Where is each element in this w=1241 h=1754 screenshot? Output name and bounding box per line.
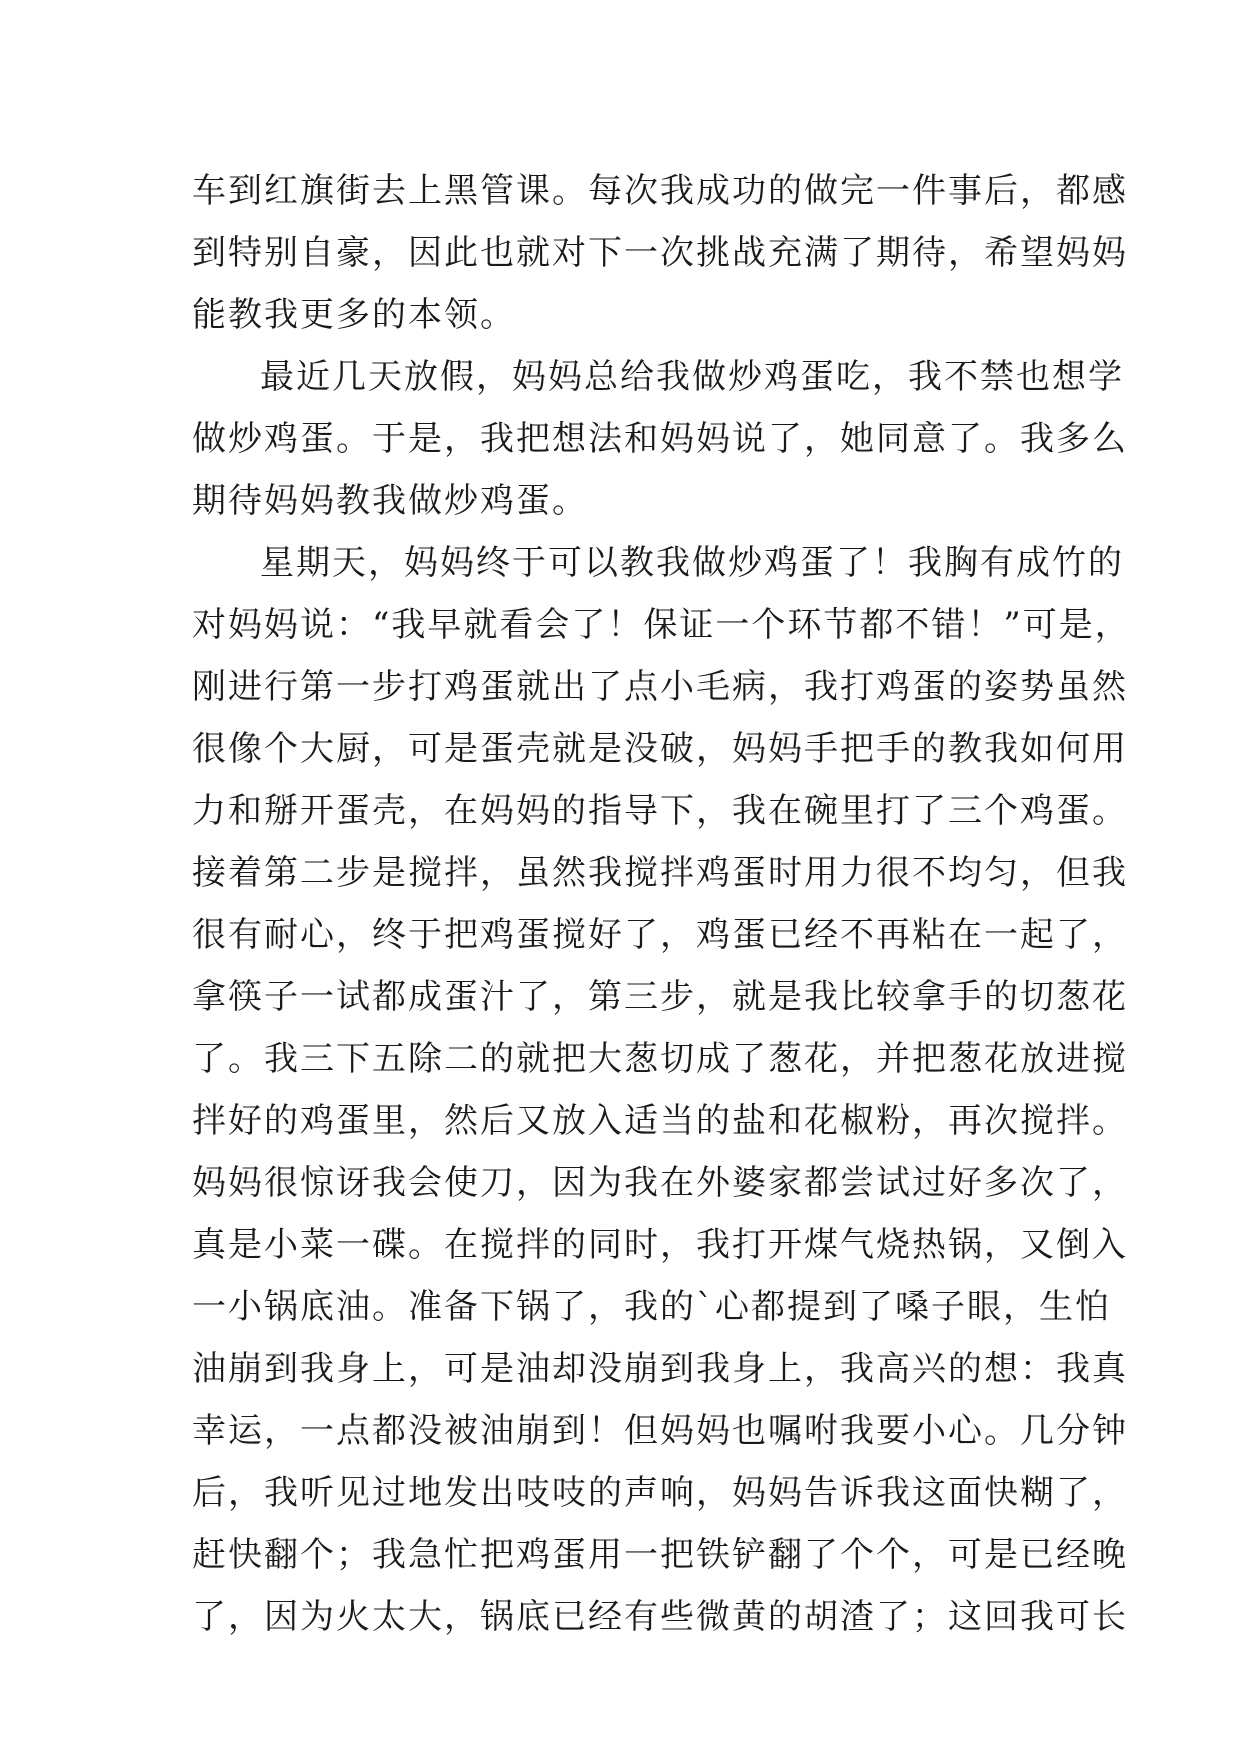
paragraph-1-line-2: 到特别自豪，因此也就对下一次挑战充满了期待，希望妈妈 (192, 233, 1128, 273)
paragraph-1-line-3: 能教我更多的本领。 (192, 295, 516, 335)
paragraph-3-line-2: 对妈妈说：“我早就看会了！保证一个环节都不错！”可是， (192, 605, 1131, 645)
paragraph-2-line-1: 最近几天放假，妈妈总给我做炒鸡蛋吃，我不禁也想学 (260, 357, 1124, 397)
paragraph-3-line-12: 真是小菜一碟。在搅拌的同时，我打开煤气烧热锅，又倒入 (192, 1225, 1128, 1265)
paragraph-3-line-9: 了。我三下五除二的就把大葱切成了葱花，并把葱花放进搅 (192, 1039, 1128, 1079)
paragraph-3-line-18: 了，因为火太大，锅底已经有些微黄的胡渣了；这回我可长 (192, 1597, 1128, 1637)
paragraph-3-line-7: 很有耐心，终于把鸡蛋搅好了，鸡蛋已经不再粘在一起了， (192, 915, 1128, 955)
paragraph-3-line-17: 赶快翻个；我急忙把鸡蛋用一把铁铲翻了个个，可是已经晚 (192, 1535, 1128, 1575)
document-body (192, 160, 1131, 1648)
paragraph-3-line-5: 力和掰开蛋壳，在妈妈的指导下，我在碗里打了三个鸡蛋。 (192, 791, 1128, 831)
paragraph-3-line-13: 一小锅底油。准备下锅了，我的`心都提到了嗓子眼，生怕 (192, 1287, 1111, 1327)
paragraph-2-line-3: 期待妈妈教我做炒鸡蛋。 (192, 481, 588, 521)
paragraph-3-line-6: 接着第二步是搅拌，虽然我搅拌鸡蛋时用力很不均匀，但我 (192, 853, 1128, 893)
paragraph-3-line-1: 星期天，妈妈终于可以教我做炒鸡蛋了！我胸有成竹的 (260, 543, 1124, 583)
paragraph-3-line-14: 油崩到我身上，可是油却没崩到我身上，我高兴的想：我真 (192, 1349, 1128, 1389)
paragraph-3-line-4: 很像个大厨，可是蛋壳就是没破，妈妈手把手的教我如何用 (192, 729, 1128, 769)
paragraph-3-line-3: 刚进行第一步打鸡蛋就出了点小毛病，我打鸡蛋的姿势虽然 (192, 667, 1128, 707)
paragraph-2-line-2: 做炒鸡蛋。于是，我把想法和妈妈说了，她同意了。我多么 (192, 419, 1128, 459)
paragraph-3-line-10: 拌好的鸡蛋里，然后又放入适当的盐和花椒粉，再次搅拌。 (192, 1101, 1128, 1141)
paragraph-1-line-1: 车到红旗街去上黑管课。每次我成功的做完一件事后，都感 (192, 171, 1128, 211)
paragraph-3-line-15: 幸运，一点都没被油崩到！但妈妈也嘱咐我要小心。几分钟 (192, 1411, 1128, 1451)
paragraph-3-line-8: 拿筷子一试都成蛋汁了，第三步，就是我比较拿手的切葱花 (192, 977, 1128, 1017)
paragraph-3-line-16: 后，我听见过地发出吱吱的声响，妈妈告诉我这面快糊了， (192, 1473, 1128, 1513)
paragraph-3-line-11: 妈妈很惊讶我会使刀，因为我在外婆家都尝试过好多次了， (192, 1163, 1128, 1203)
